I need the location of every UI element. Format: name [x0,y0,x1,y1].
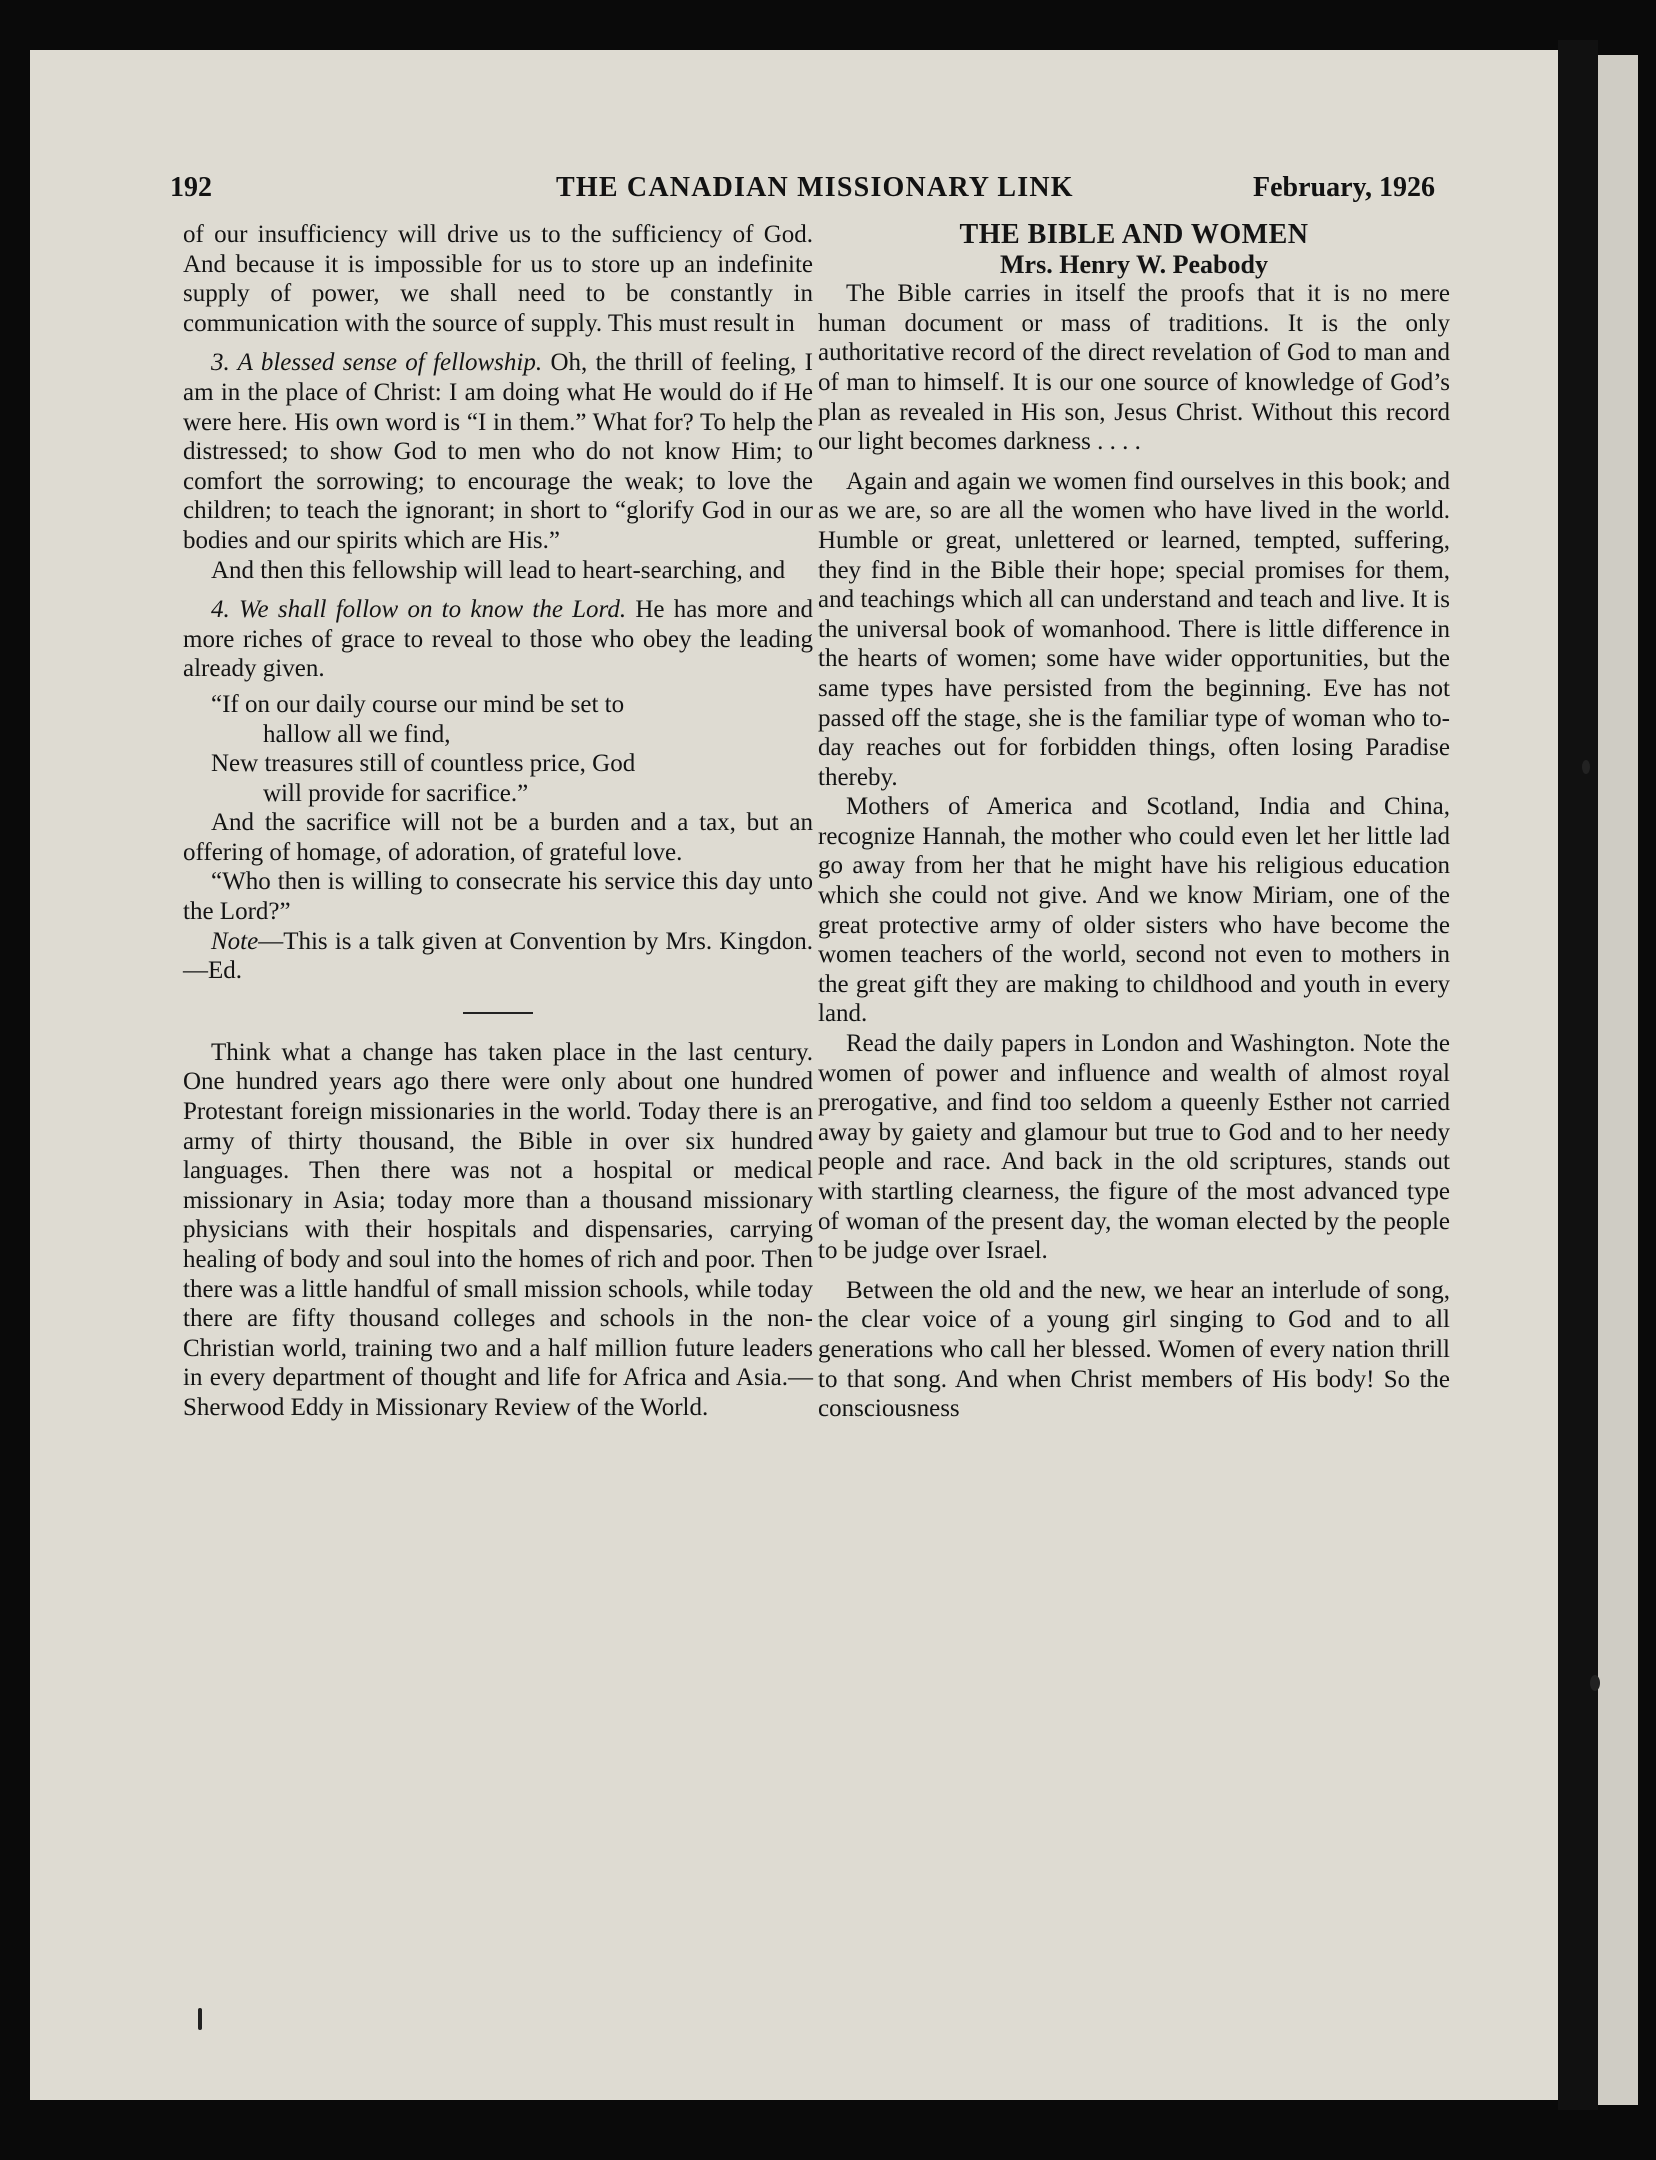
note-label: Note [211,927,259,955]
issue-date: February, 1926 [1253,172,1435,203]
editor-note [183,927,813,986]
poem-line: New treasures still of countless price, God [211,750,636,778]
journal-title: THE CANADIAN MISSIONARY LINK [556,172,1074,203]
ink-speck [1590,1675,1600,1691]
running-header [170,172,1435,212]
page-number: 192 [170,172,212,203]
eddy-quote-paragraph: Think what a change has taken place in the last century. One hundred years ago there were only about one hundred Protestant foreign missionaries in the world. Today there is an army of thirty thousand, the Bible in over six hundred languages. Then there was not a hospital or medical missionary in Asia; today more than a thousand missionary physicians with their hospitals and dispensaries, carrying healing of body and soul into the homes of rich and poor. Then there was a little handful of small mission schools, while today there are fifty thousand colleges and schools in the non-Christian world, training two and a half million future leaders in every department of thought and life for Africa and Asia.—Sherwood Eddy in Missionary Review of the World. [183,1038,813,1421]
point-3-heading: 3. A blessed sense of fellowship. [211,349,543,377]
right-column [818,220,1450,1424]
poem-quote [183,690,813,808]
poem-line: hallow all we find, [263,720,451,748]
next-page-sliver [1598,55,1638,2105]
note-text: —This is a talk given at Convention by Mrs. Kingdon.—Ed. [183,927,813,985]
body-paragraph: Mothers of America and Scotland, India and China, recognize Hannah, the mother who could even let her little lad go away from her that he might have his religious education which she could not give. And we know Miriam, one of the great protective army of older sisters who have become the women teachers of the world, second not even to mothers in the great gift they are making to childhood and youth in every land. [818,793,1450,1028]
article-author: Mrs. Henry W. Peabody [1000,249,1268,279]
body-paragraph: Read the daily papers in London and Washington. Note the women of power and influence and wealth of almost royal prerogative, and find too seldom a queenly Esther not carried away by gaiety and glamour but true to God and to her needy people and race. And back in the old scriptures, stands out with startling clearness, the figure of the most advanced type of woman of the present day, the woman elected by the people to be judge over Israel. [818,1030,1450,1265]
point-3-paragraph [183,348,813,555]
point-4-paragraph [183,595,813,684]
body-paragraph: Between the old and the new, we hear an interlude of song, the clear voice of a young girl singing to God and to all generations who call her blessed. Women of every nation thrill to that song. And when Christ members of His body! So the consciousness [818,1276,1450,1423]
point-4-body: He has more and more riches of grace to reveal to those who obey the leading already given. [183,596,813,683]
ink-speck [1582,760,1590,774]
section-divider [463,1012,533,1014]
article-title: THE BIBLE AND WOMEN [959,219,1309,250]
point-3-body: Oh, the thrill of feeling, I am in the place of Christ: I am doing what He would do if He were here. His own word is “I in them.” What for? To help the distressed; to show God to men who do not know Him; to comfort the sorrowing; to encourage the weak; to love the children; to teach the ignorant; in short to “glorify God in our bodies and our spirits which are His.” [183,349,814,554]
left-column [183,220,813,1423]
point-4-heading: 4. We shall follow on to know the Lord. [211,596,627,624]
poem-line: “If on our daily course our mind be set to [211,690,625,718]
body-paragraph: Again and again we women find ourselves in this book; and as we are, so are all the women who have lived in the world. Humble or great, unlettered or learned, tempted, suffering, they find in the Bible their hope; special promises for them, and teachings which all can understand and teach and live. It is the universal book of womanhood. There is little difference in the hearts of women; some have wider opportunities, but the same types have persisted from the beginning. Eve has not passed off the stage, she is the familiar type of woman who to-day reaches out for forbidden things, often losing Paradise thereby. [818,467,1450,791]
page-edge-shadow [1558,40,1598,2110]
poem-line: will provide for sacrifice.” [263,779,529,807]
ink-speck [198,2008,202,2030]
body-paragraph: The Bible carries in itself the proofs that it is no mere human document or mass of traditions. It is the only authoritative record of the direct revelation of God to man and of man to himself. It is our one source of knowledge of God’s plan as revealed in His son, Jesus Christ. Without this record our light becomes darkness . . . . [818,280,1450,456]
body-paragraph: And then this fellowship will lead to heart-searching, and [211,556,786,584]
body-paragraph: “Who then is willing to consecrate his service this day unto the Lord?” [183,868,813,926]
body-paragraph: And the sacrifice will not be a burden and a tax, but an offering of homage, of adoration, of grateful love. [183,809,813,866]
body-paragraph: of our insufficiency will drive us to the sufficiency of God. And because it is impossible for us to store up an indefinite supply of power, we shall need to be constantly in communication with the source of supply. This must result in [183,221,813,337]
